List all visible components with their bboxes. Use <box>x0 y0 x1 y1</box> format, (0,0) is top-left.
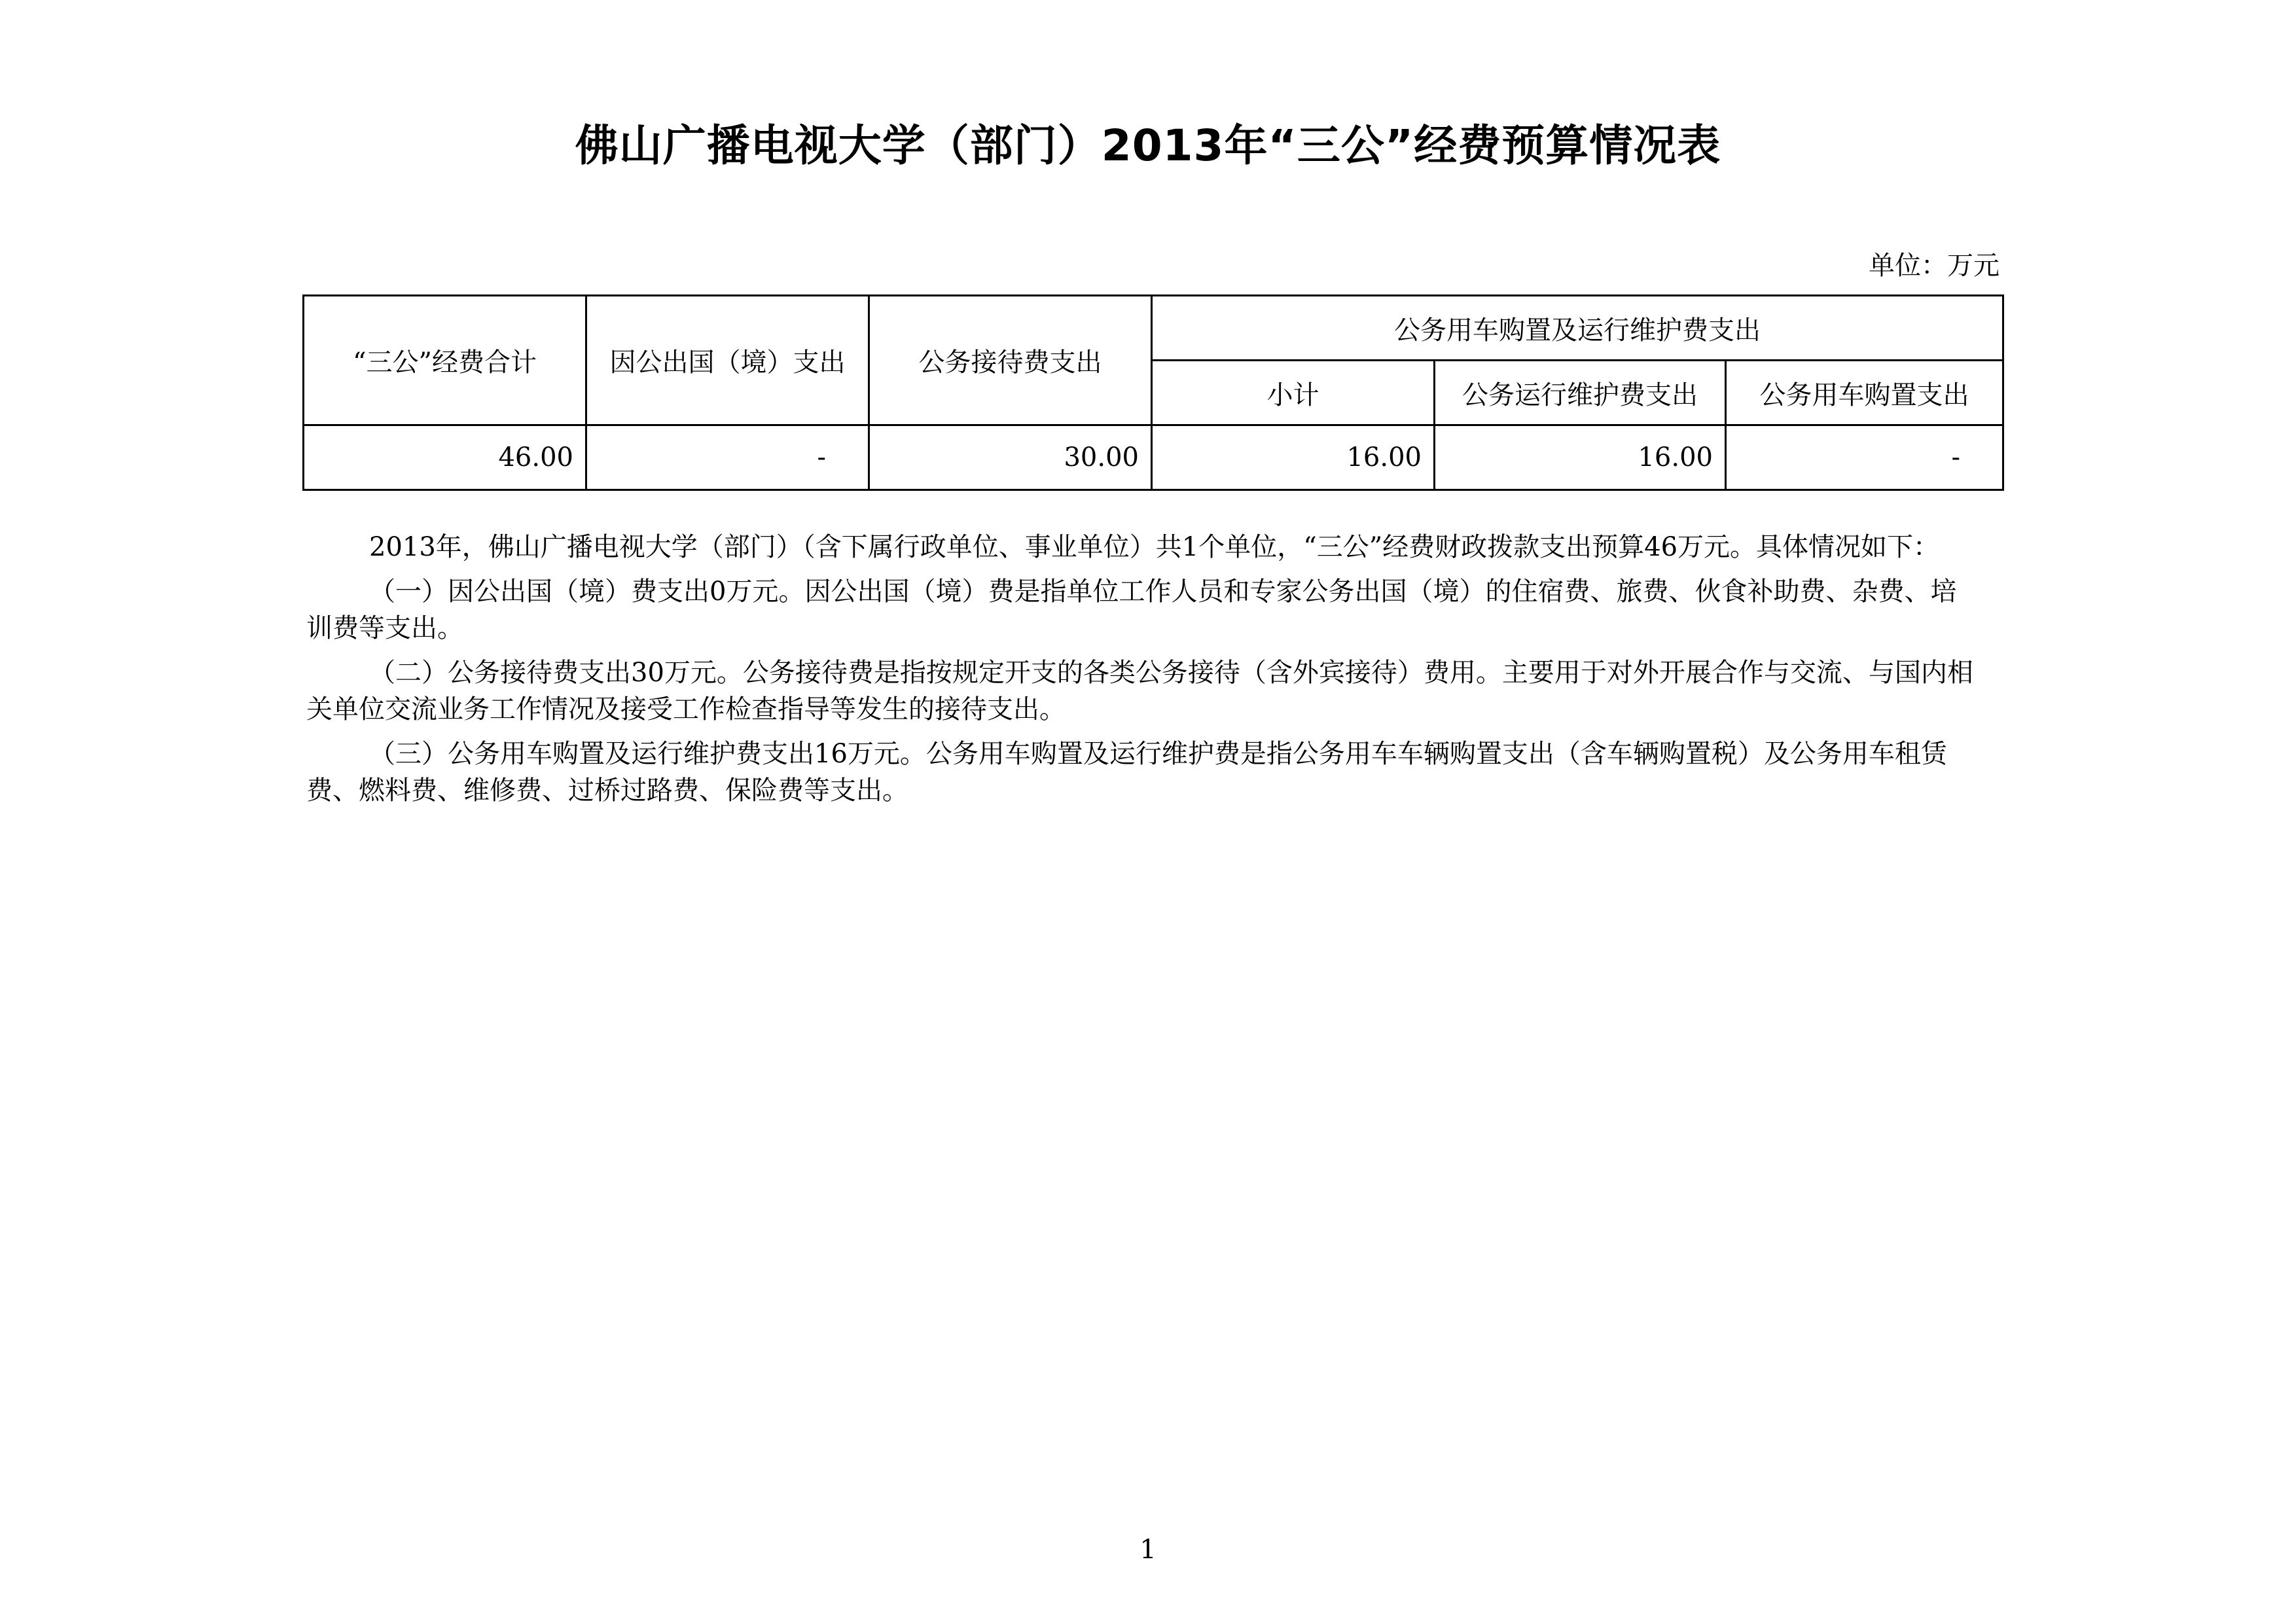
cell-vehicle-purchase: - <box>1726 425 2003 490</box>
page-title: 佛山广播电视大学（部门）2013年“三公”经费预算情况表 <box>575 120 1721 171</box>
page-number: 1 <box>1139 1535 1157 1565</box>
table-row <box>304 425 2003 490</box>
cell-total: 46.00 <box>304 425 586 490</box>
header-total: “三公”经费合计 <box>304 296 586 425</box>
budget-table <box>302 294 2004 491</box>
notes-section <box>306 529 1982 817</box>
header-vehicle-purchase: 公务用车购置支出 <box>1726 361 2003 425</box>
cell-reception: 30.00 <box>869 425 1152 490</box>
cell-overseas: - <box>586 425 869 490</box>
cell-vehicle-operation: 16.00 <box>1435 425 1726 490</box>
header-vehicle-group: 公务用车购置及运行维护费支出 <box>1152 296 2003 361</box>
header-subtotal: 小计 <box>1152 361 1435 425</box>
note-paragraph-reception: （二）公务接待费支出30万元。公务接待费是指按规定开支的各类公务接待（含外宾接待）费用。主要用于对外开展合作与交流、与国内相关单位交流业务工作情况及接受工作检查指导等发生的接待支出。 <box>306 658 1973 724</box>
unit-label: 单位：万元 <box>1869 251 2000 281</box>
cell-subtotal: 16.00 <box>1152 425 1435 490</box>
header-reception: 公务接待费支出 <box>869 296 1152 425</box>
note-paragraph-intro: 2013年，佛山广播电视大学（部门）（含下属行政单位、事业单位）共1个单位，“三公”经费财政拨款支出预算46万元。具体情况如下： <box>369 532 1940 562</box>
header-overseas: 因公出国（境）支出 <box>586 296 869 425</box>
header-vehicle-operation: 公务运行维护费支出 <box>1435 361 1726 425</box>
note-paragraph-overseas: （一）因公出国（境）费支出0万元。因公出国（境）费是指单位工作人员和专家公务出国（境）的住宿费、旅费、伙食补助费、杂费、培训费等支出。 <box>306 577 1957 643</box>
note-paragraph-vehicle: （三）公务用车购置及运行维护费支出16万元。公务用车购置及运行维护费是指公务用车车辆购置支出（含车辆购置税）及公务用车租赁费、燃料费、维修费、过桥过路费、保险费等支出。 <box>306 739 1947 806</box>
table-header-row <box>304 296 2003 361</box>
